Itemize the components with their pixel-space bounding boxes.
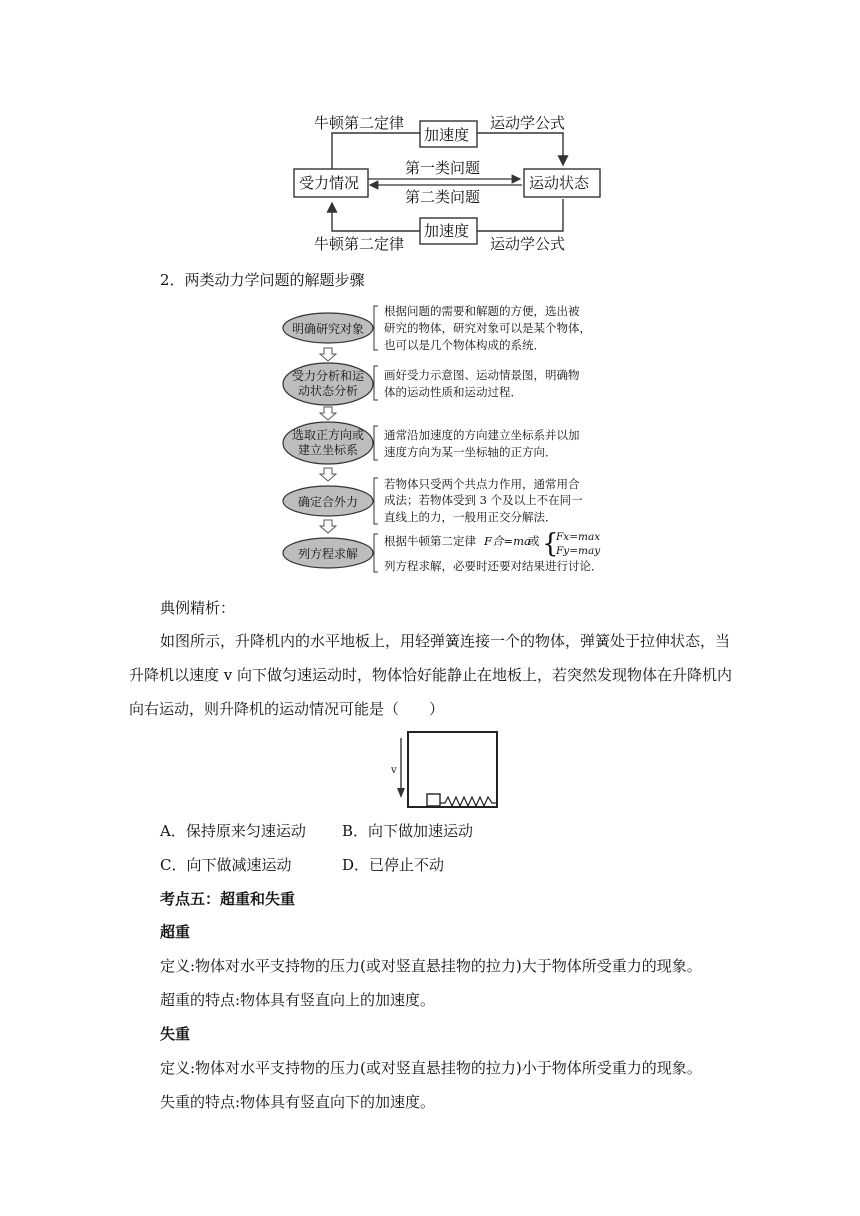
brace: { — [542, 529, 559, 559]
step1-desc2: 研究的物体，研究对象可以是某个物体， — [384, 321, 591, 335]
step2-label1: 受力分析和运 — [291, 369, 365, 383]
step1-desc3: 也可以是几个物体构成的系统． — [384, 338, 545, 352]
step1-label: 明确研究对象 — [291, 322, 365, 336]
down-arrow-4 — [320, 520, 336, 533]
down-arrow-1 — [320, 348, 336, 361]
option-c: C．向下做减速运动 — [160, 856, 292, 874]
elevator-figure — [385, 728, 505, 812]
force-motion-diagram — [280, 105, 610, 255]
step5-eq-y: Fy=may — [556, 545, 601, 557]
top-right-label: 运动学公式 — [490, 114, 566, 132]
step2-desc2: 体的运动性质和运动过程． — [384, 385, 522, 399]
step5-label: 列方程求解 — [297, 547, 359, 561]
step1-desc1: 根据问题的需要和解题的方便，选出被 — [384, 304, 580, 318]
question-line-2: 升降机以速度 v 向下做匀速运动时，物体恰好能静止在地板上，若突然发现物体在升降机内 — [129, 666, 733, 684]
overweight-definition: 定义:物体对水平支持物的压力(或对竖直悬挂物的拉力)大于物体所受重力的现象。 — [160, 957, 702, 975]
step4-label: 确定合外力 — [297, 495, 359, 509]
step5-eq-or: 或 — [528, 534, 540, 548]
step5-desc1: 根据牛顿第二定律 — [384, 534, 476, 548]
step3-label2: 建立坐标系 — [297, 443, 359, 457]
bottom-connector-left — [332, 203, 420, 231]
option-a: A．保持原来匀速运动 — [160, 822, 306, 840]
step2-label2: 动状态分析 — [297, 384, 359, 398]
overweight-feature: 超重的特点:物体具有竖直向上的加速度。 — [160, 991, 436, 1009]
question-line-3: 向右运动，则升降机的运动情况可能是（ ） — [129, 700, 445, 718]
overweight-heading: 超重 — [160, 923, 191, 941]
velocity-label: v — [391, 765, 397, 776]
example-title: 典例精析： — [160, 599, 236, 617]
top-connector-right — [477, 133, 563, 165]
question-line-1: 如图所示，升降机内的水平地板上，用轻弹簧连接一个的物体，弹簧处于拉伸状态，当 — [160, 632, 731, 650]
weightless-definition: 定义:物体对水平支持物的压力(或对竖直悬挂物的拉力)小于物体所受重力的现象。 — [160, 1059, 702, 1077]
top-box-label: 加速度 — [424, 126, 470, 144]
elevator-box — [408, 732, 497, 807]
down-arrow-3 — [320, 468, 336, 481]
top-left-label: 牛顿第二定律 — [314, 114, 405, 132]
down-arrow-2 — [320, 407, 336, 420]
step4-desc3: 直线上的力，一般用正交分解法． — [384, 510, 557, 524]
first-problem-label: 第一类问题 — [405, 159, 481, 177]
weightless-heading: 失重 — [160, 1025, 191, 1043]
step5-desc2: 列方程求解，必要时还要对结果进行讨论． — [384, 559, 603, 573]
block — [427, 794, 440, 806]
bottom-right-label: 运动学公式 — [490, 235, 566, 253]
option-d: D．已停止不动 — [342, 856, 445, 874]
motion-label: 运动状态 — [529, 174, 590, 192]
bottom-left-label: 牛顿第二定律 — [314, 235, 405, 253]
weightless-feature: 失重的特点:物体具有竖直向下的加速度。 — [160, 1093, 436, 1111]
step3-desc2: 速度方向为某一坐标轴的正方向． — [384, 445, 557, 459]
step3-label1: 选取正方向或 — [291, 428, 365, 442]
bottom-connector — [477, 199, 563, 231]
option-b: B．向下做加速运动 — [342, 822, 474, 840]
second-problem-label: 第二类问题 — [405, 188, 481, 206]
force-label: 受力情况 — [299, 174, 360, 192]
step4-desc2: 成法；若物体受到 3 个及以上不在同一 — [384, 493, 583, 507]
topic5-heading: 考点五：超重和失重 — [160, 890, 296, 908]
step4-desc1: 若物体只受两个共点力作用，通常用合 — [384, 477, 580, 491]
section2-heading: 2．两类动力学问题的解题步骤 — [160, 271, 365, 289]
bottom-box-label: 加速度 — [424, 222, 470, 240]
step5-eq-main: F合=ma — [484, 534, 531, 548]
step3-desc1: 通常沿加速度的方向建立坐标系并以加 — [384, 428, 580, 442]
step2-desc1: 画好受力示意图、运动情景图，明确物 — [384, 368, 580, 382]
step5-eq-x: Fx=max — [556, 531, 601, 543]
solving-steps-flowchart — [280, 300, 620, 580]
spring — [440, 797, 497, 806]
